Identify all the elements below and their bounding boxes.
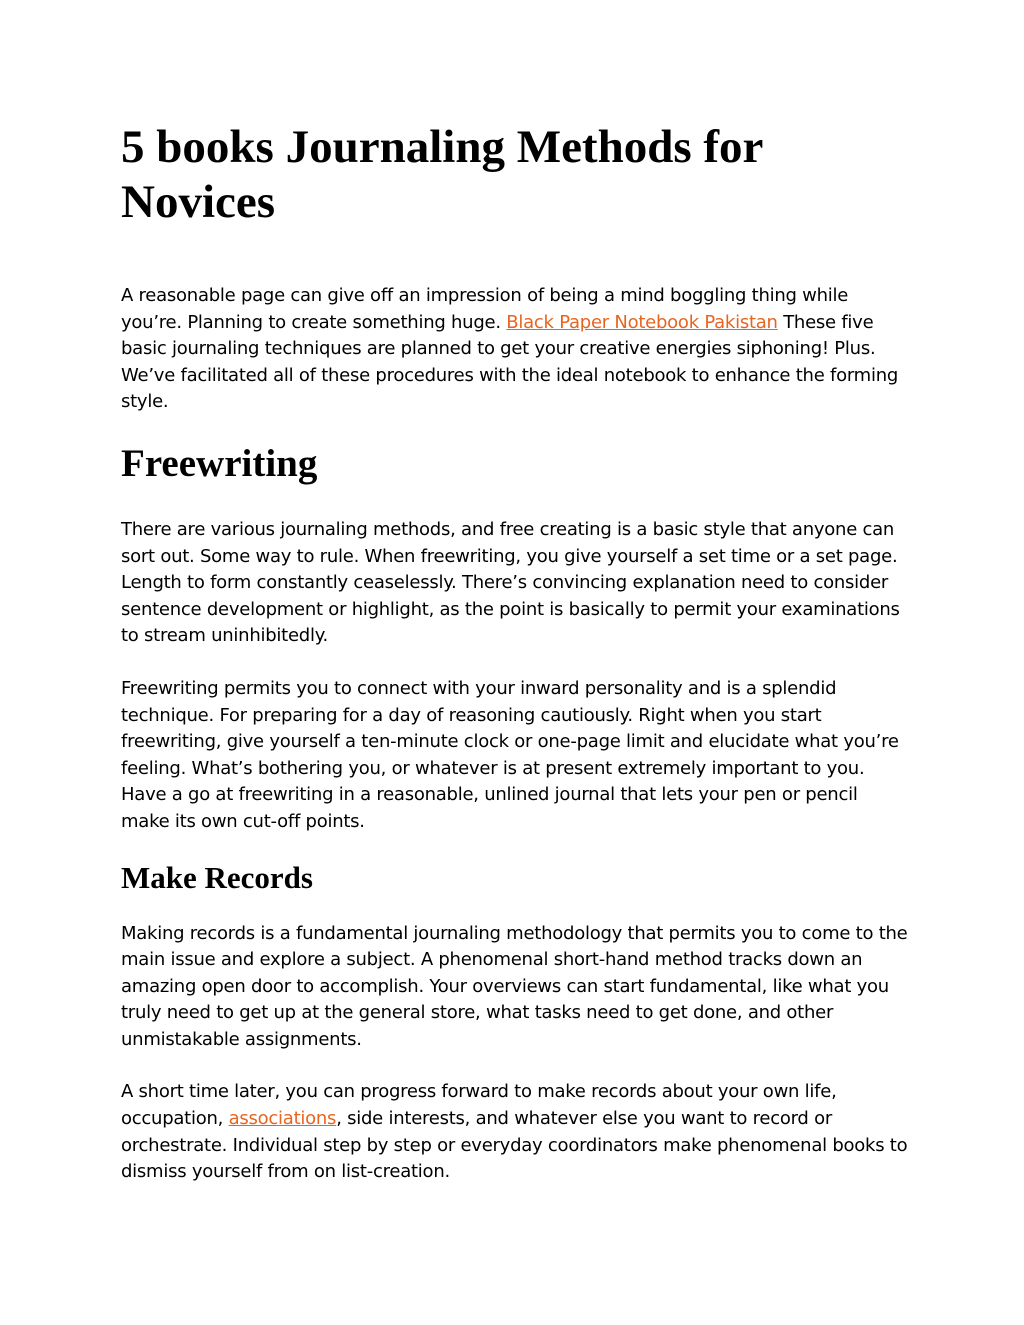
intro-text-after-link: These five basic journaling techniques are planned to get your creative energies siphoning! Plus. We’ve facilitated all of these procedures with the ideal notebook to enhance the forming style. bbox=[121, 311, 899, 413]
black-paper-notebook-link[interactable]: Black Paper Notebook Pakistan bbox=[506, 311, 778, 333]
freewriting-paragraph-2: Freewriting permits you to connect with your inward personality and is a splendid technique. For preparing for a day of reasoning cautiously. Right when you start freewriting, give yourself a ten-minute clock or one-page limit and elucidate what you’re feeling. What’s bothering you, or whatever is at present extremely important to you. Have a go at freewriting in a reasonable, unlined journal that lets your pen or pencil make its own cut-off points. bbox=[121, 677, 899, 832]
intro-paragraph bbox=[121, 283, 911, 416]
records-text-after-link: , side interests, and whatever else you want to record or orchestrate. Individual step by step or everyday coordinators make phenomenal books to dismiss yourself from on list-creation. bbox=[121, 1108, 908, 1183]
document-page bbox=[121, 120, 911, 1186]
heading-make-records: Make Records bbox=[121, 859, 313, 895]
freewriting-paragraph-1: There are various journaling methods, and free creating is a basic style that anyone can sort out. Some way to rule. When freewriting, you give yourself a set time or a set page. Length to form constantly ceaselessly. There’s convincing explanation need to consider sentence development or highlight, as the point is basically to permit your examinations to stream uninhibitedly. bbox=[121, 518, 900, 647]
records-paragraph-1: Making records is a fundamental journaling methodology that permits you to come to the main issue and explore a subject. A phenomenal short-hand method tracks down an amazing open door to accomplish. Your overviews can start fundamental, like what you truly need to get up at the general store, what tasks need to get done, and other unmistakable assignments. bbox=[121, 922, 908, 1050]
document-title: 5 books Journaling Methods for Novices bbox=[121, 121, 763, 228]
heading-freewriting: Freewriting bbox=[121, 441, 318, 485]
intro-text-before-link: A reasonable page can give off an impression of being a mind boggling thing while you’re. Planning to create something huge. bbox=[121, 285, 849, 333]
records-paragraph-2 bbox=[121, 1079, 911, 1185]
associations-link[interactable]: associations bbox=[228, 1108, 337, 1130]
records-text-before-link: A short time later, you can progress forward to make records about your own life, occupation, bbox=[121, 1081, 837, 1130]
